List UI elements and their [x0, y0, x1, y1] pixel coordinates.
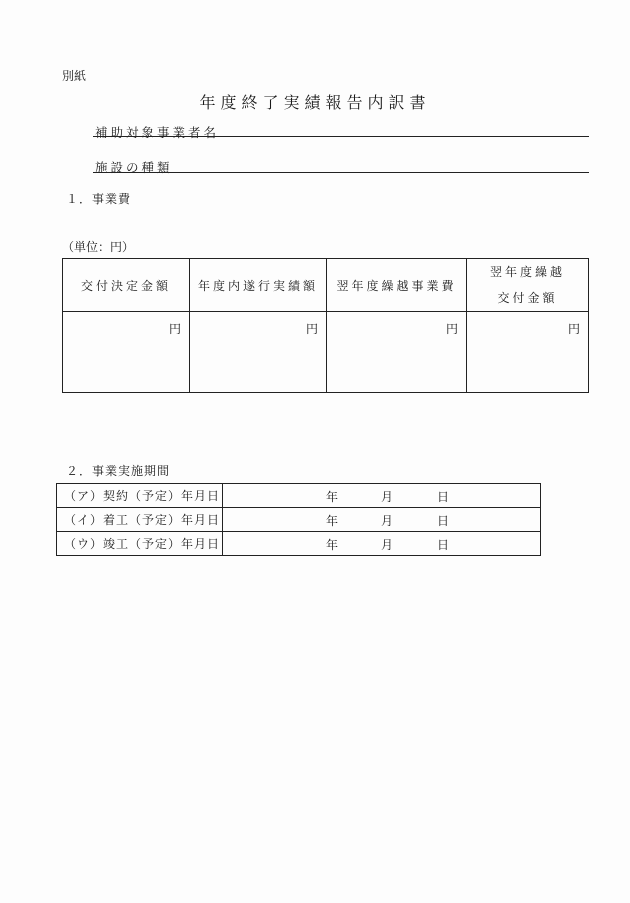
column-header-carryover-cost: 翌年度繰越事業費 — [327, 259, 467, 312]
applicant-name-line[interactable] — [93, 136, 589, 137]
facility-type-line[interactable] — [93, 172, 589, 173]
contract-date-label: （ア）契約（予定）年月日 — [57, 484, 223, 508]
section-2-heading: ２．事業実施期間 — [66, 464, 171, 478]
section-1-heading: １．事業費 — [66, 192, 132, 206]
table-row — [57, 532, 541, 556]
construction-start-date-label: （イ）着工（予定）年月日 — [57, 508, 223, 532]
day-label: 日 — [437, 538, 450, 552]
applicant-name-label: 補助対象事業者名 — [95, 125, 220, 140]
year-label: 年 — [326, 514, 339, 528]
carryover-cost-amount-cell[interactable]: 円 — [327, 312, 467, 393]
month-label: 月 — [381, 538, 394, 552]
grant-decision-amount-cell[interactable]: 円 — [63, 312, 190, 393]
year-label: 年 — [326, 490, 339, 504]
project-cost-table — [62, 258, 589, 393]
carryover-grant-amount-cell[interactable]: 円 — [467, 312, 589, 393]
year-label: 年 — [326, 538, 339, 552]
table-header-row — [63, 259, 589, 312]
facility-type-label: 施設の種類 — [95, 160, 173, 175]
completion-date-label: （ウ）竣工（予定）年月日 — [57, 532, 223, 556]
actual-result-amount-cell[interactable]: 円 — [190, 312, 327, 393]
day-label: 日 — [437, 490, 450, 504]
completion-date-cell[interactable] — [223, 532, 541, 556]
unit-label: （単位：円） — [62, 240, 135, 254]
table-row — [57, 508, 541, 532]
project-period-table — [56, 483, 541, 556]
annex-label: 別紙 — [62, 69, 87, 83]
month-label: 月 — [381, 514, 394, 528]
month-label: 月 — [381, 490, 394, 504]
column-header-grant-decision: 交付決定金額 — [63, 259, 190, 312]
table-row — [63, 312, 589, 393]
column-header-carryover-grant-line2: 交付金額 — [497, 291, 558, 305]
column-header-carryover-grant-line1: 翌年度繰越 — [489, 265, 565, 279]
table-row — [57, 484, 541, 508]
column-header-actual-result: 年度内遂行実績額 — [190, 259, 327, 312]
construction-start-date-cell[interactable] — [223, 508, 541, 532]
day-label: 日 — [437, 514, 450, 528]
column-header-carryover-grant — [467, 259, 589, 312]
contract-date-cell[interactable] — [223, 484, 541, 508]
document-title: 年度終了実績報告内訳書 — [199, 93, 431, 112]
